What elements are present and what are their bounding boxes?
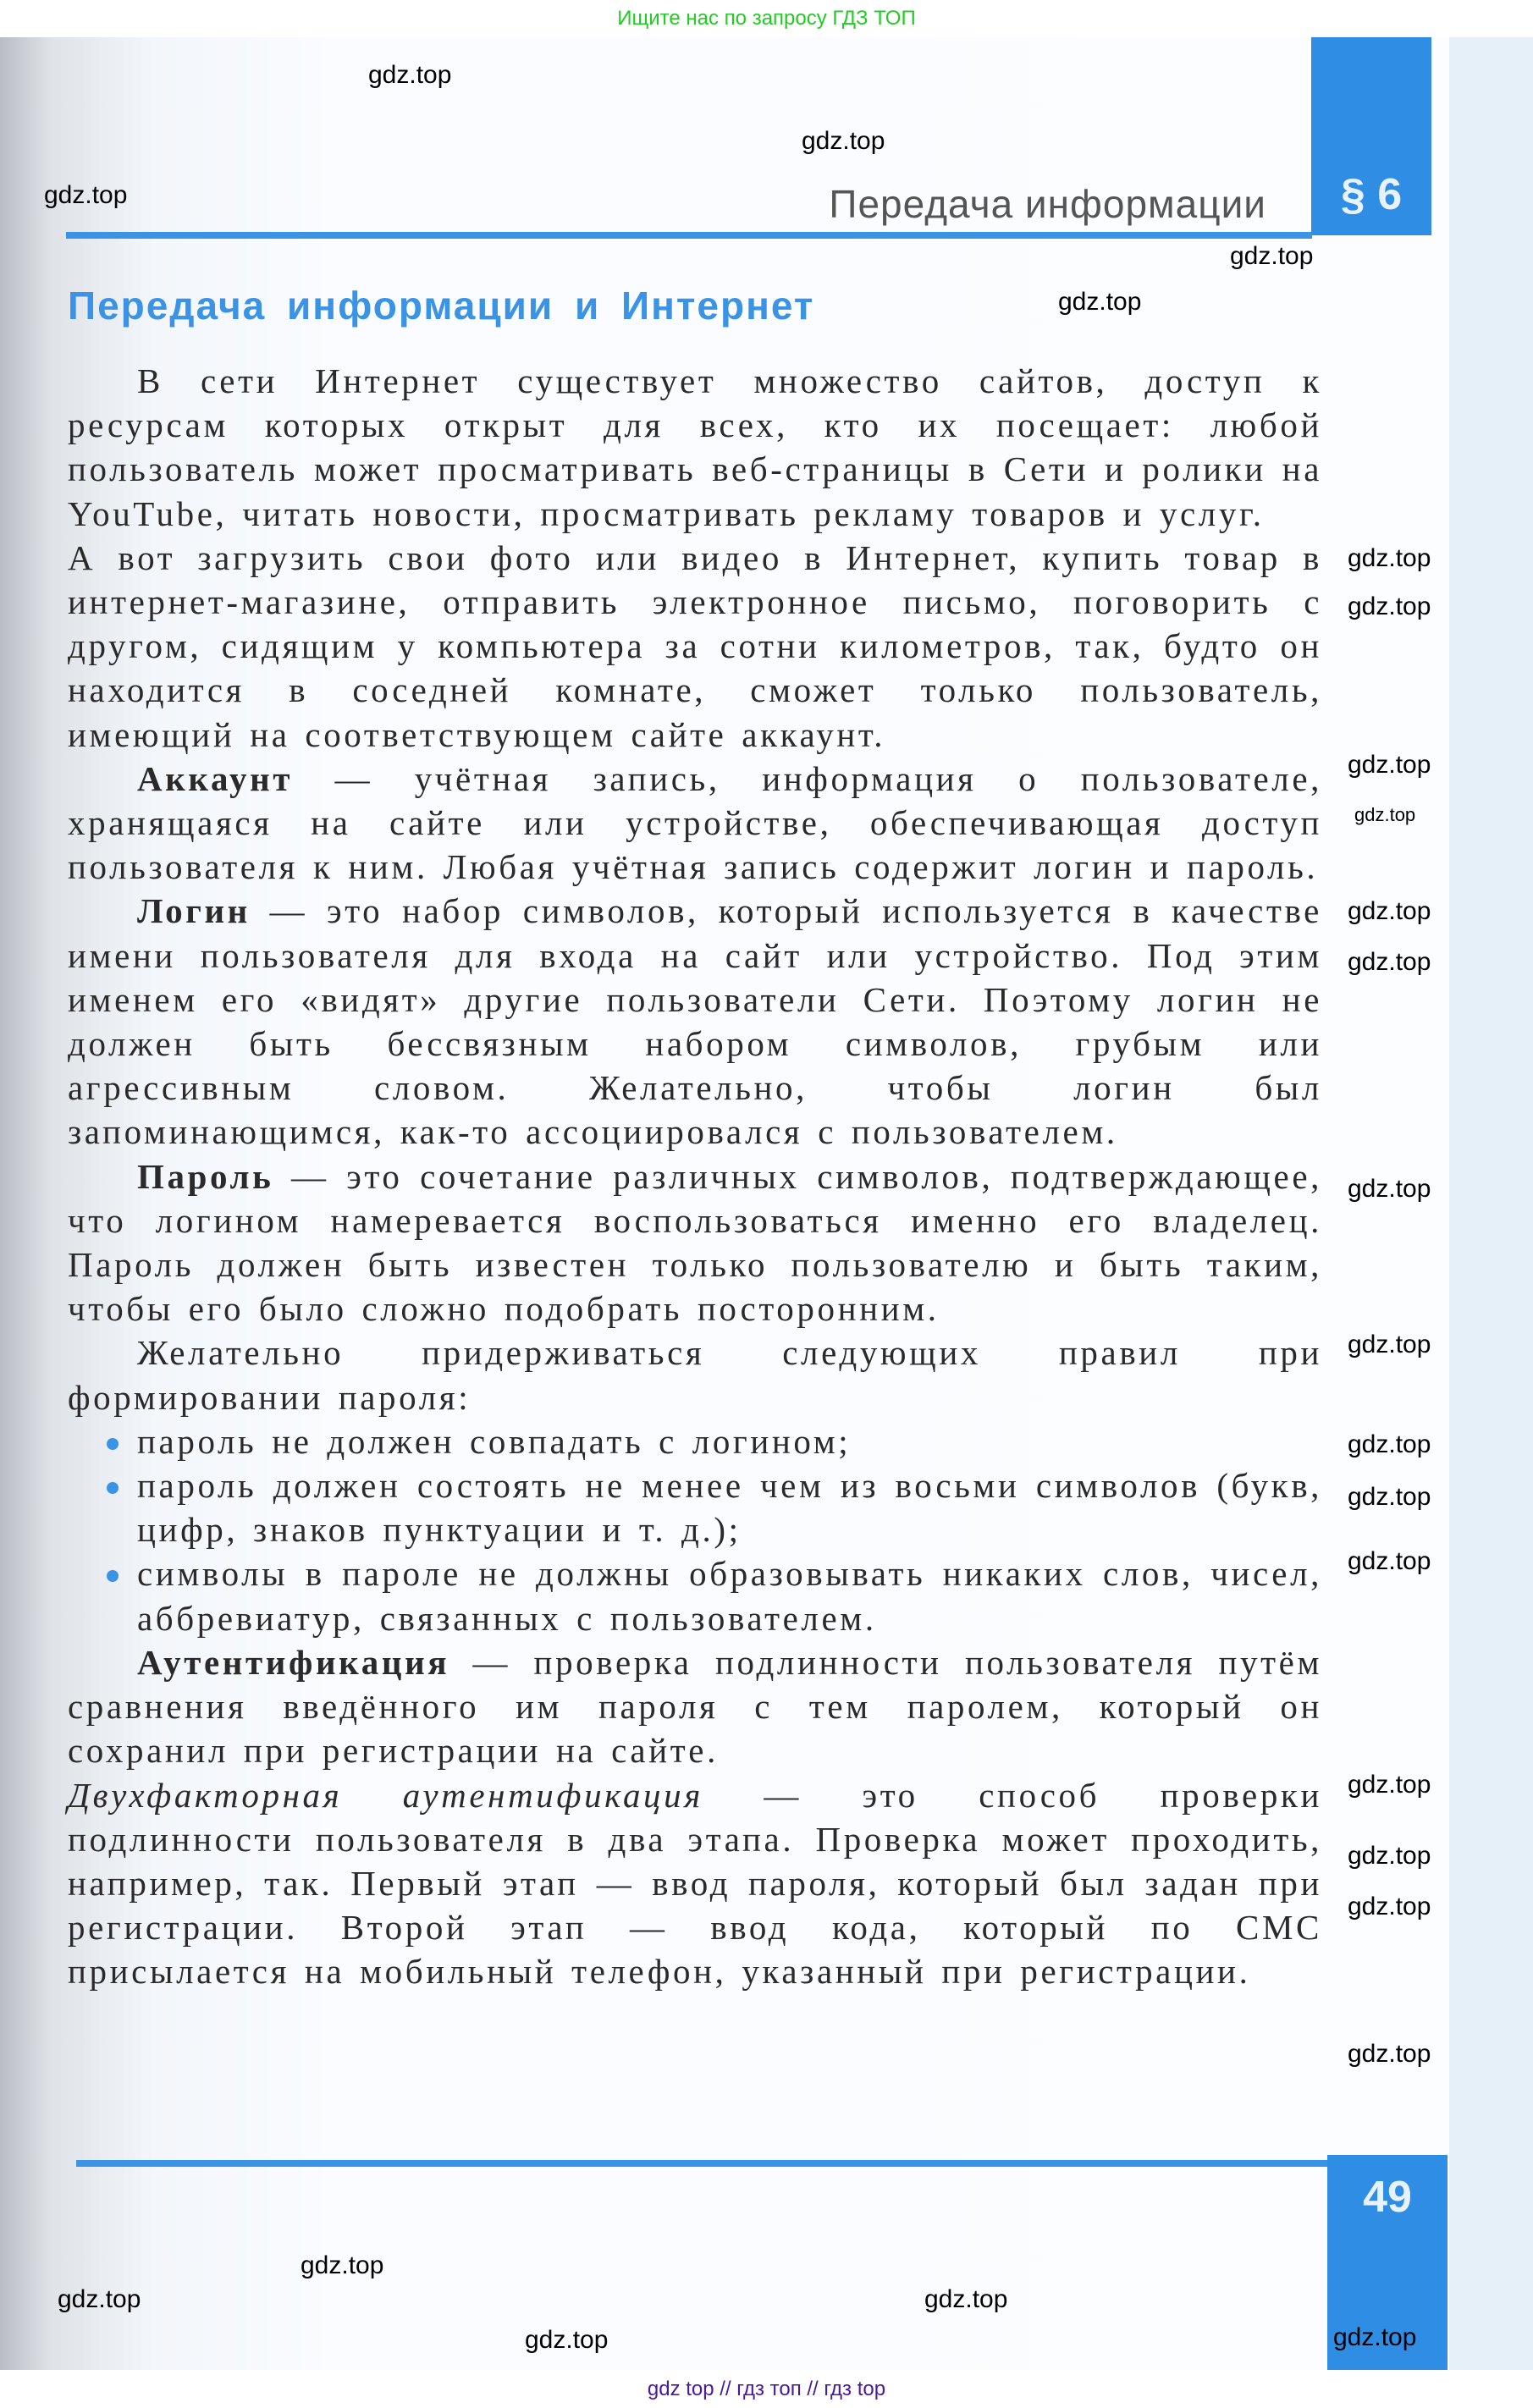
section-badge-text: § 6: [1340, 170, 1403, 219]
watermark: gdz.top: [58, 2285, 141, 2313]
watermark: gdz.top: [1058, 288, 1142, 316]
top-banner-text: Ищите нас по запросу ГДЗ ТОП: [617, 7, 916, 30]
header-divider: [66, 232, 1312, 239]
watermark: gdz.top: [1348, 544, 1431, 572]
section-title: Передача информации и Интернет: [68, 284, 815, 328]
watermark: gdz.top: [1348, 1175, 1431, 1203]
page-number: 49: [1363, 2173, 1412, 2222]
watermark: gdz.top: [1348, 1842, 1431, 1870]
term: Логин: [137, 891, 251, 931]
definition: — это сочетание различных символов, подтверждающее, что логином намеревается воспользоваться именно его владелец. Пароль должен быть известен только пользователю и быть таким, чтобы его было сложно подобрать посторонним.: [68, 1156, 1322, 1329]
list-item-text: пароль не должен совпадать с логином;: [137, 1421, 852, 1461]
watermark: gdz.top: [368, 61, 452, 89]
watermark: gdz.top: [1348, 751, 1431, 779]
paragraph: [68, 1773, 1322, 1994]
paragraph: [68, 757, 1322, 890]
chapter-title: Передача информации: [829, 182, 1266, 226]
watermark: gdz.top: [525, 2326, 609, 2354]
watermark: gdz.top: [1348, 897, 1431, 925]
watermark: gdz.top: [1348, 2040, 1431, 2068]
watermark: gdz.top: [1348, 1483, 1431, 1511]
term: Аккаунт: [137, 758, 294, 798]
watermark: gdz.top: [802, 127, 885, 155]
watermark: gdz.top: [1354, 804, 1416, 825]
watermark: gdz.top: [1348, 1893, 1431, 1920]
bottom-banner-text: gdz top // гдз топ // гдз top: [647, 2378, 886, 2400]
paragraph: [68, 1154, 1322, 1331]
paragraph: В сети Интернет существует множество сайтов, доступ к ресурсам которых открыт для всех, кто их посещает: любой пользователь может просматривать веб-страницы в Сети и ролики на YouTube, читать новости, просматривать рекламу товаров и услуг.: [68, 361, 1322, 533]
watermark: gdz.top: [1348, 1430, 1431, 1458]
textbook-page: [0, 37, 1533, 2370]
watermark: gdz.top: [1230, 242, 1314, 270]
definition: — проверка подлинности пользователя путём сравнения введённого им пароля с тем паролем, который он сохранил при регистрации на сайте.: [68, 1642, 1322, 1771]
watermark: gdz.top: [1348, 1547, 1431, 1575]
bottom-banner: [0, 2370, 1533, 2408]
watermark: gdz.top: [1348, 1331, 1431, 1358]
password-rules-list: [68, 1419, 1322, 1640]
top-banner: [0, 0, 1533, 37]
term: Пароль: [137, 1156, 274, 1196]
list-item-text: пароль должен состоять не менее чем из восьми символов (букв, цифр, знаков пунктуации и т. д.);: [137, 1466, 1322, 1550]
definition: — учётная запись, информация о пользователе, хранящаяся на сайте или устройстве, обеспечивающая доступ пользователя к ним. Любая учётная запись содержит логин и пароль.: [68, 758, 1322, 887]
bullet-icon: [107, 1570, 119, 1582]
watermark: gdz.top: [1348, 948, 1431, 976]
watermark: gdz.top: [924, 2285, 1008, 2313]
watermark: gdz.top: [1348, 592, 1431, 620]
list-item: [68, 1419, 1322, 1463]
definition: — это набор символов, который используется в качестве имени пользователя для входа на сайт или устройство. Под этим именем его «видят» другие пользователи Сети. Поэтому логин не должен быть бессвязным набором символов, грубым или агрессивным словом. Желательно, чтобы логин был запоминающимся, как-то ассоциировался с пользователем.: [68, 891, 1322, 1152]
paragraph: [68, 1640, 1322, 1773]
list-item: [68, 1551, 1322, 1639]
watermark: gdz.top: [44, 181, 128, 209]
term: Аутентификация: [137, 1642, 450, 1682]
paragraph: [68, 889, 1322, 1154]
list-item: [68, 1463, 1322, 1551]
bullet-icon: [107, 1482, 119, 1494]
paragraph: Желательно придерживаться следующих правил при формировании пароля:: [68, 1333, 1322, 1417]
page-edge: [1449, 37, 1533, 2370]
footer-divider: [76, 2160, 1329, 2167]
bullet-icon: [107, 1438, 119, 1450]
body-text: [68, 359, 1322, 1994]
watermark: gdz.top: [1348, 1771, 1431, 1799]
section-badge: [1311, 37, 1431, 235]
term: Двухфакторная аутентификация: [68, 1775, 703, 1815]
list-item-text: символы в пароле не должны образовывать никаких слов, чисел, аббревиатур, связанных с пользователем.: [137, 1554, 1322, 1638]
definition: — это способ проверки подлинности пользователя в два этапа. Проверка может проходить, например, так. Первый этап — ввод пароля, который был задан при регистрации. Второй этап — ввод кода, который по СМС присылается на мобильный телефон, указанный при регистрации.: [68, 1775, 1322, 1992]
watermark: gdz.top: [1333, 2323, 1417, 2351]
paragraph: А вот загрузить свои фото или видео в Интернет, купить товар в интернет-магазине, отправить электронное письмо, поговорить с другом, сидящим у компьютера за сотни километров, так, будто он находится в соседней комнате, сможет только пользователь, имеющий на соответствующем сайте аккаунт.: [68, 537, 1322, 754]
watermark: gdz.top: [301, 2251, 384, 2279]
